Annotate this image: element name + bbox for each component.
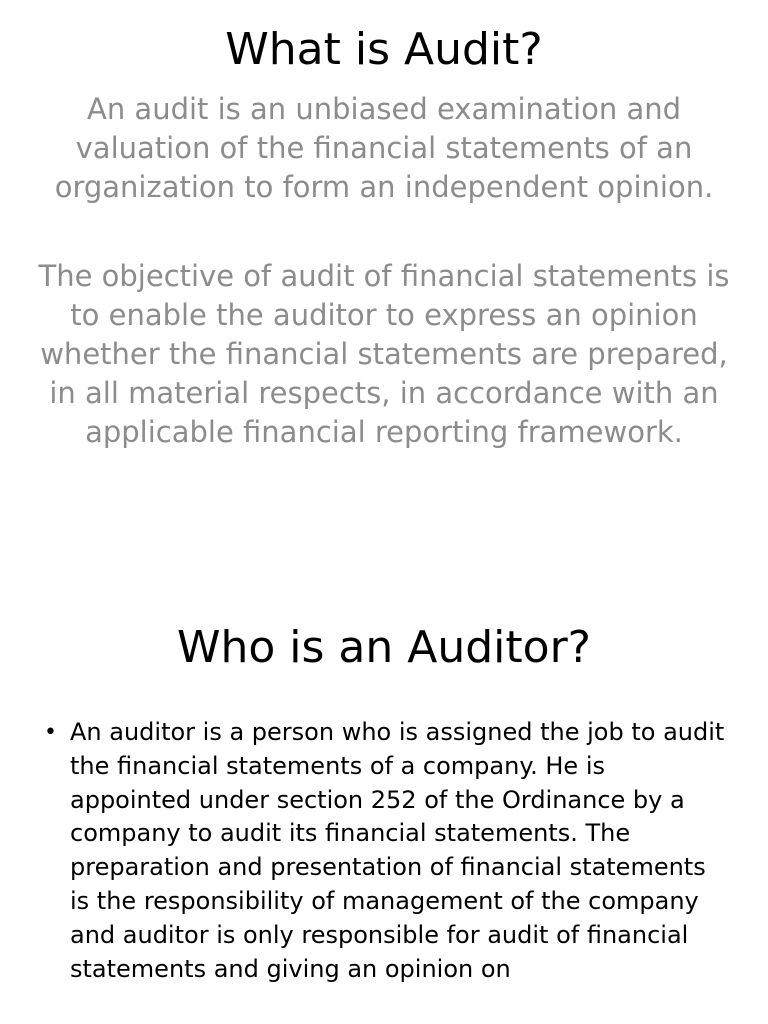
- bullet-item: [40, 716, 730, 986]
- audit-objective-text: The objective of audit of financial statements is to enable the auditor to express an opinion whether the financial statements are prepared, in all material respects, in accordance with an applicable financial reporting framework.: [38, 259, 730, 449]
- slide-who-is-auditor: [0, 580, 768, 1024]
- bullet-marker: •: [44, 720, 57, 745]
- slide-title: What is Audit?: [225, 24, 543, 75]
- audit-definition-text: An audit is an unbiased examination and valuation of the financial statements of an organization to form an independent opinion.: [54, 92, 714, 204]
- slide-title: Who is an Auditor?: [176, 622, 592, 673]
- auditor-description-text: An auditor is a person who is assigned the job to audit the financial statements of a company. He is appointed under section 252 of the Ordinance by a company to audit its financial statements. The preparation and presentation of financial statements is the responsibility of management of the company and auditor is only responsible for audit of financial statements and giving an opinion on: [70, 718, 725, 983]
- bullet-list: [0, 716, 768, 986]
